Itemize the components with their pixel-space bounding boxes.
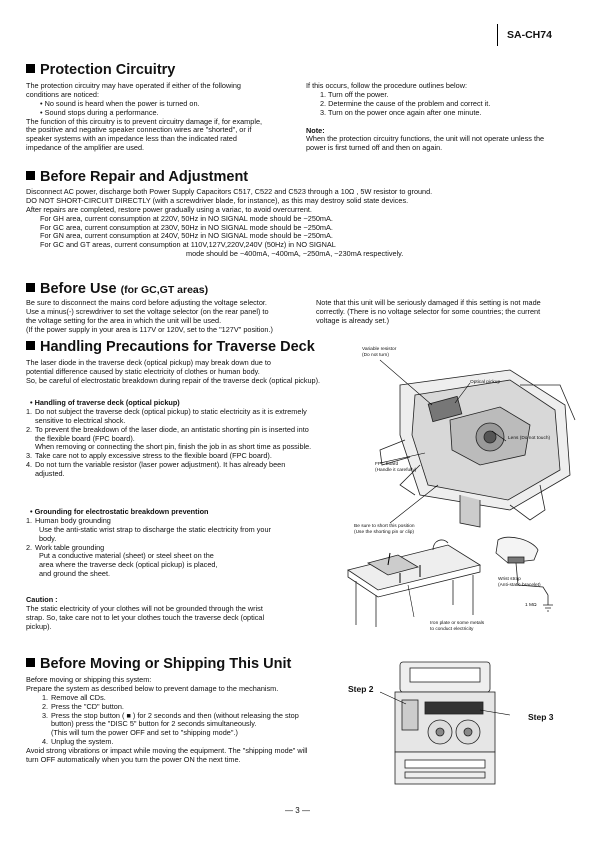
- text-line: Avoid strong vibrations or impact while moving the equipment. The "shipping mode" will: [26, 746, 308, 756]
- text-line: Remove all CDs.: [51, 692, 106, 702]
- use-left-text: [26, 299, 311, 335]
- text-line: the voltage setting for the area in which the unit will be used.: [26, 315, 222, 325]
- text-line: Press the stop button ( ■ ) for 2 seconds and then (without releasing the stop: [51, 710, 299, 720]
- text-line: After repairs are completed, restore power gradually using a variac, to avoid overcurrent.: [26, 204, 312, 214]
- text-line: When removing or connecting the short pin, finish the job in as short time as possible.: [35, 442, 312, 452]
- text-line: Work table grounding: [35, 542, 105, 552]
- label-step-3: Step 3: [528, 712, 554, 722]
- label-line: Iron plate or some metals: [430, 621, 485, 626]
- text-line: Do not subject the traverse deck (optical pickup) to static electricity as it is extremely: [35, 406, 307, 416]
- handling-sub1: [26, 399, 326, 479]
- caution-title: Caution :: [26, 595, 58, 604]
- repair-text: [26, 188, 574, 259]
- label-lens: Lens (Do not touch): [508, 436, 551, 441]
- label-line: Be sure to short this position: [354, 524, 415, 529]
- subsection-title: • Grounding for electrostatic breakdown prevention: [30, 507, 209, 516]
- page-number: — 3 —: [285, 806, 310, 815]
- text-line: Unplug the system.: [51, 737, 114, 747]
- text-line: turn OFF automatically when you turn the power ON the next time.: [26, 755, 241, 765]
- text-line: adjusted.: [35, 469, 65, 479]
- list-item: [26, 408, 326, 426]
- label-line: (Anti-static bracelet): [498, 582, 541, 588]
- text-line: Prepare the system as described below to prevent damage to the mechanism.: [26, 683, 279, 693]
- square-bullet-icon: [26, 283, 35, 292]
- square-bullet-icon: [26, 171, 35, 180]
- label-fpc-board: [375, 462, 416, 473]
- text-line: Note that this unit will be seriously damaged if this setting is not made: [316, 298, 541, 307]
- list-number: 3.: [26, 451, 33, 461]
- text-line: (If the power supply in your area is 117V or 120V, set to the "127V" position.): [26, 324, 273, 334]
- step-line: 2. Determine the cause of the problem and correct it.: [320, 98, 491, 108]
- section-title-protection: [26, 62, 175, 80]
- section-title-text: Before Use: [40, 281, 117, 297]
- bullet-line: • No sound is heard when the power is turned on.: [40, 98, 200, 108]
- section-title-text: Before Repair and Adjustment: [40, 169, 249, 185]
- text-line: the positive and negative speaker connection wires are "shorted", or if: [26, 125, 252, 135]
- list-item: [26, 517, 326, 544]
- text-line: Disconnect AC power, discharge both Power Supply Capacitors C517, C522 and C523 through a 10Ω , 5W resistor to ground.: [26, 187, 433, 196]
- text-line: correctly. (There is no voltage selector for some countries; the current: [316, 306, 541, 316]
- square-bullet-icon: [26, 64, 35, 73]
- text-line: To prevent the breakdown of the laser diode, an antistatic shorting pin is inserted into: [35, 424, 309, 434]
- text-line: For GC area, current consumption at 230V, 50Hz in NO SIGNAL mode should be ~250mA.: [40, 222, 333, 232]
- section-title-use: [26, 281, 208, 299]
- text-line: If this occurs, follow the procedure outlines below:: [306, 81, 468, 90]
- text-line: The function of this circuitry is to prevent circuitry damage if, for example,: [26, 116, 263, 126]
- text-line: Put a conductive material (sheet) or steel sheet on the: [39, 551, 214, 561]
- text-line: The static electricity of your clothes will not be grounded through the wrist: [26, 603, 263, 613]
- list-number: 1.: [26, 406, 33, 416]
- text-line: For GH area, current consumption at 220V, 50Hz in NO SIGNAL mode should be ~250mA.: [40, 213, 333, 223]
- list-number: 2.: [26, 424, 33, 434]
- label-line: Wrist strap: [498, 577, 521, 582]
- text-line: Press the "CD" button.: [51, 701, 124, 711]
- text-line: The laser diode in the traverse deck (optical pickup) may break down due to: [26, 358, 271, 367]
- square-bullet-icon: [26, 658, 35, 667]
- caution-block: [26, 596, 326, 632]
- text-line: body.: [39, 533, 57, 543]
- text-line: conditions are noticed:: [26, 89, 100, 99]
- text-line: mode should be ~400mA, ~400mA, ~250mA, ~230mA respectively.: [186, 249, 404, 259]
- label-variable-resistor: [362, 347, 396, 358]
- protection-left-text: [26, 82, 298, 153]
- list-number: 2.: [26, 542, 33, 552]
- square-bullet-icon: [26, 341, 35, 350]
- note-line: When the protection circuitry functions, the unit will not operate unless the: [306, 134, 545, 144]
- handling-intro: [26, 359, 356, 386]
- list-item: [26, 461, 326, 479]
- list-number: 3.: [42, 710, 49, 720]
- label-step-2: Step 2: [348, 684, 374, 694]
- step-line: 3. Turn on the power once again after one minute.: [320, 107, 482, 117]
- list-number: 1.: [42, 692, 49, 702]
- protection-right-text: [306, 82, 574, 153]
- label-iron-plate: [430, 621, 484, 632]
- label-line: (Do not turn): [362, 352, 389, 358]
- text-line: area where the traverse deck (optical pickup) is placed,: [39, 560, 218, 570]
- label-line: (Use the shorting pin or clip): [354, 529, 414, 535]
- text-line: Before moving or shipping this system:: [26, 675, 152, 684]
- text-line: Use a minus(-) screwdriver to set the voltage selector (on the rear panel) to: [26, 306, 269, 316]
- list-number: 1.: [26, 515, 33, 525]
- step-line: 1. Turn off the power.: [320, 89, 389, 99]
- text-line: Take care not to apply excessive stress to the flexible board (FPC board).: [35, 451, 272, 461]
- list-item: [26, 544, 326, 580]
- label-wrist-strap: [498, 577, 541, 588]
- moving-text: [26, 676, 346, 765]
- label-line: FPC board: [375, 462, 399, 467]
- text-line: DO NOT SHORT-CIRCUIT DIRECTLY (with a screwdriver blade, for instance), as this may destroy solid state devices.: [26, 195, 409, 205]
- text-line: So, be careful of electrostatic breakdown during repair of the traverse deck (optical pickup).: [26, 375, 321, 385]
- section-title-text: Before Moving or Shipping This Unit: [40, 656, 292, 672]
- text-line: The protection circuitry may have operated if either of the following: [26, 81, 241, 90]
- text-line: Use the anti-static wrist strap to discharge the static electricity from your: [39, 524, 271, 534]
- text-line: button) press the "DISC 5" button for 2 seconds simultaneously.: [51, 719, 257, 729]
- section-title-text: Handling Precautions for Traverse Deck: [40, 339, 315, 355]
- section-title-handling: [26, 339, 315, 357]
- list-number: 2.: [42, 701, 49, 711]
- grounding-illustration: [338, 535, 578, 630]
- text-line: Do not turn the variable resistor (laser power adjustment). It has already been: [35, 460, 286, 470]
- label-short-position: [354, 524, 415, 535]
- text-line: strap. So, take care not to let your clothes touch the traverse deck (optical: [26, 612, 265, 622]
- section-title-suffix: (for GC,GT areas): [120, 284, 209, 296]
- handling-sub2: [26, 508, 326, 579]
- section-title-text: Protection Circuitry: [40, 62, 176, 78]
- note-title: Note:: [306, 125, 325, 135]
- list-number: 4.: [26, 460, 33, 470]
- use-right-text: [316, 299, 578, 326]
- text-line: Human body grounding: [35, 515, 111, 525]
- list-item: [42, 712, 346, 739]
- text-line: impedance of the amplifier are used.: [26, 143, 145, 153]
- header-divider: [497, 24, 498, 46]
- model-number: SA-CH74: [507, 29, 552, 41]
- text-line: voltage is already set.): [316, 315, 390, 325]
- bullet-line: • Sound stops during a performance.: [40, 107, 159, 117]
- text-line: speaker systems with an impedance less than the indicated rated: [26, 134, 237, 144]
- section-title-repair: [26, 169, 248, 187]
- text-line: pickup).: [26, 621, 52, 631]
- label-one-megohm: 1 MΩ: [525, 603, 537, 608]
- text-line: the flexible board (FPC board).: [35, 433, 135, 443]
- stereo-unit-illustration: [380, 660, 510, 790]
- label-line: Variable resistor: [362, 347, 397, 352]
- list-item: [26, 426, 326, 453]
- text-line: Be sure to disconnect the mains cord before adjusting the voltage selector.: [26, 298, 267, 307]
- text-line: For GC and GT areas, current consumption at 110V,127V,220V,240V (50Hz) in NO SIGNAL: [40, 240, 336, 250]
- text-line: (This will turn the power OFF and set to "shipping mode".): [51, 728, 238, 738]
- list-number: 4.: [42, 737, 49, 747]
- text-line: For GN area, current consumption at 240V, 50Hz in NO SIGNAL mode should be ~250mA.: [40, 231, 333, 241]
- note-line: power is first turned off and then on again.: [306, 143, 443, 153]
- subsection-title: • Handling of traverse deck (optical pickup): [30, 398, 180, 407]
- text-line: potential difference caused by static electricity of clothes or human body.: [26, 366, 260, 376]
- label-optical-pickup: Optical pickup: [470, 380, 501, 385]
- section-title-moving: [26, 656, 291, 674]
- list-item: [42, 738, 346, 747]
- text-line: and ground the sheet.: [39, 569, 110, 579]
- label-line: (Handle it carefully): [375, 467, 417, 473]
- label-line: to conduct electricity: [430, 626, 474, 632]
- text-line: sensitive to electrical shock.: [35, 415, 126, 425]
- traverse-deck-illustration: [360, 345, 585, 535]
